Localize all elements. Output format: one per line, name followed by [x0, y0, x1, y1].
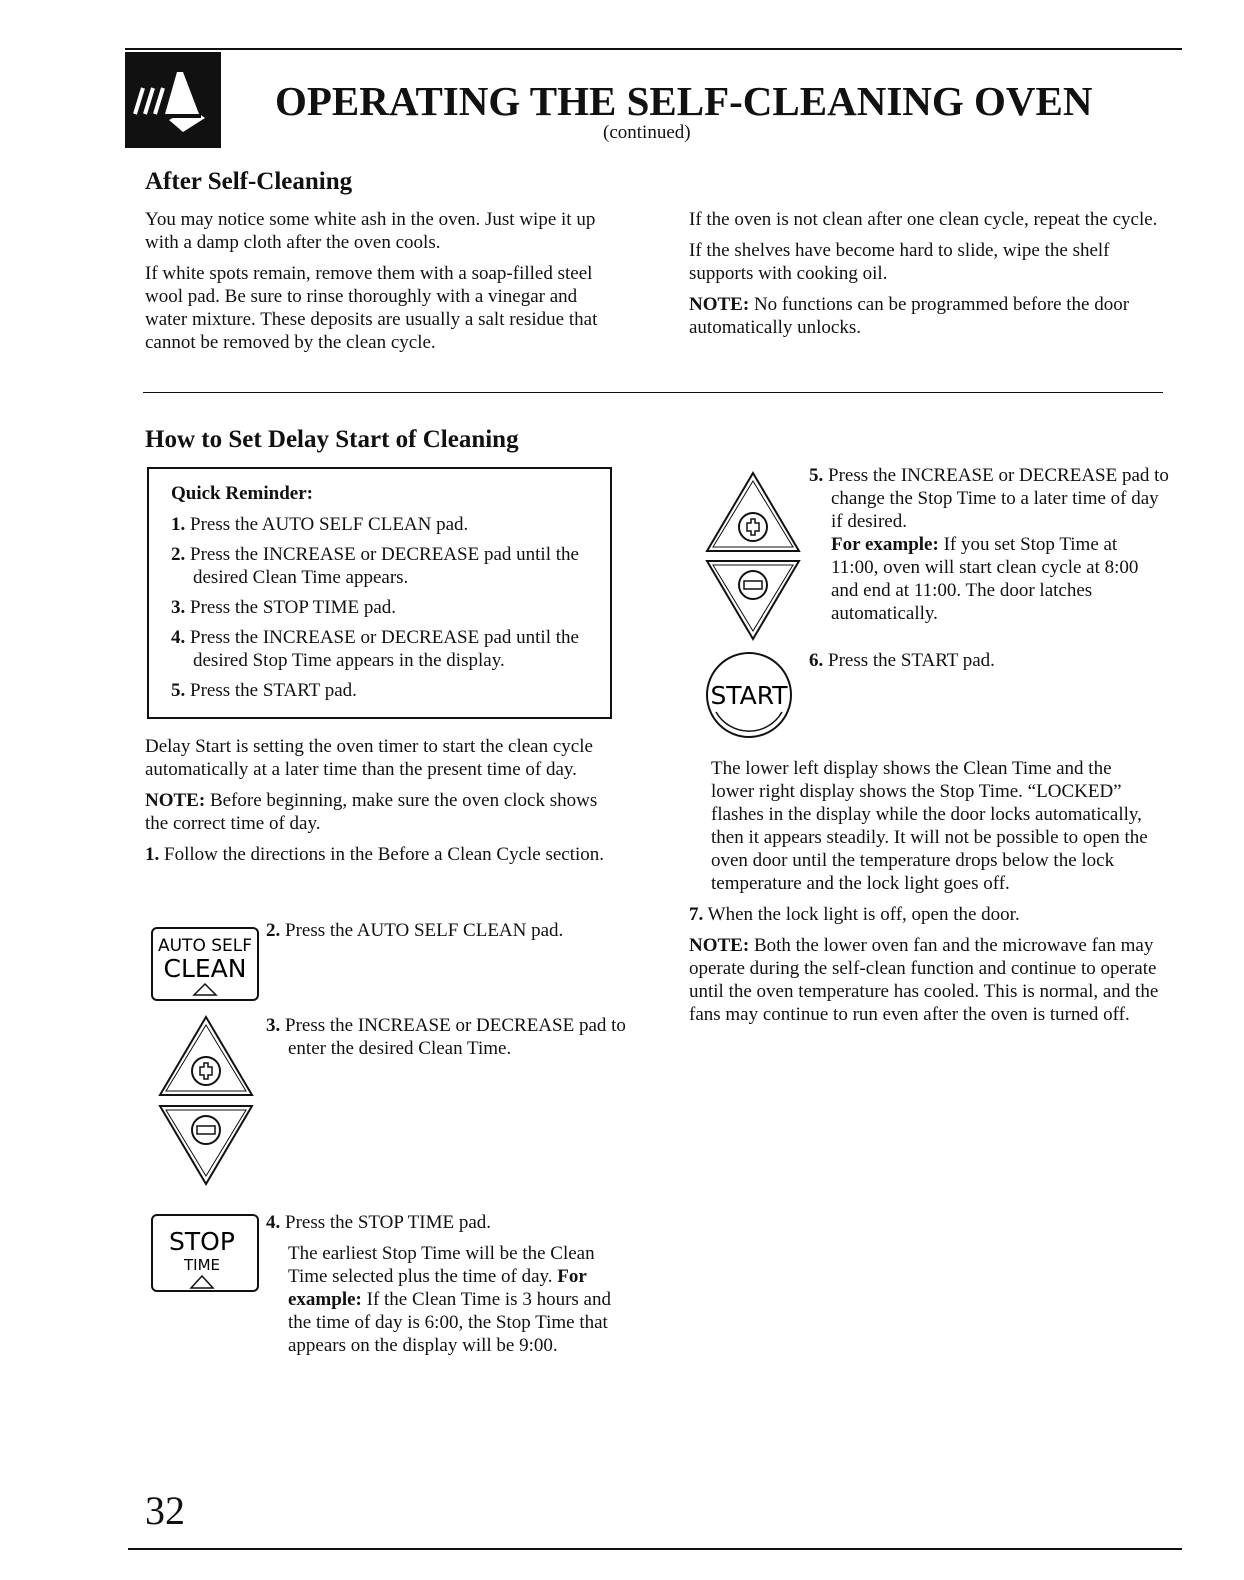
- step-5-example: For example: If you set Stop Time at 11:00, oven will start clean cycle at 8:00 and end at 11:00. The door latches automatically.: [831, 534, 1139, 624]
- note-text: No functions can be programmed before the door automatically unlocks.: [689, 294, 1130, 338]
- step-3: 3. Press the INCREASE or DECREASE pad to enter the desired Clean Time.: [266, 1015, 626, 1059]
- reminder-item: 3. Press the STOP TIME pad.: [171, 597, 397, 618]
- delay-intro: Delay Start is setting the oven timer to start the clean cycle automatically at a later time than the present time of day.: [145, 736, 593, 780]
- start-pad-icon: [704, 650, 794, 745]
- step-5: 5. Press the INCREASE or DECREASE pad to change the Stop Time to a later time of day if desired. For example: If you set Stop Time at 11:00, oven will start clean cycle at 8:00 and end at 11:00. The door latches automatically.: [809, 465, 1169, 624]
- after-heading: After Self-Cleaning: [145, 168, 353, 195]
- decrease-pad-icon-right: [703, 557, 803, 648]
- after-left-column: [145, 208, 620, 354]
- page-subtitle: (continued): [603, 122, 691, 143]
- section-divider: [143, 392, 1163, 393]
- time-label: TIME: [183, 1256, 221, 1274]
- auto-self-label: AUTO SELF: [157, 936, 253, 956]
- reminder-item: 1. Press the AUTO SELF CLEAN pad.: [171, 514, 469, 535]
- step-7: 7. When the lock light is off, open the door.: [689, 904, 1020, 925]
- reminder-item: 4. Press the INCREASE or DECREASE pad until the desired Stop Time appears in the display.: [171, 627, 579, 671]
- header-rule: [125, 48, 1182, 50]
- auto-self-clean-pad-icon: [150, 926, 260, 1007]
- delay-note: NOTE: Before beginning, make sure the oven clock shows the correct time of day.: [145, 790, 598, 834]
- stop-label: STOP: [169, 1227, 235, 1256]
- stop-time-pad-icon: [150, 1213, 260, 1298]
- quick-reminder-title: Quick Reminder:: [171, 483, 313, 504]
- after-paragraph-repeat: If the oven is not clean after one clean cycle, repeat the cycle.: [689, 209, 1158, 230]
- step-4: 4. Press the STOP TIME pad. The earliest Stop Time will be the Clean Time selected plus the time of day. For example: If the Clean Time is 3 hours and the time of day is 6:00, the Stop Time that appears on the display will be 9:00.: [266, 1211, 616, 1357]
- self-clean-logo-icon: [125, 52, 221, 148]
- step-1: 1. Follow the directions in the Before a Clean Cycle section.: [145, 844, 605, 865]
- start-label: START: [710, 681, 788, 710]
- delay-heading: How to Set Delay Start of Cleaning: [145, 426, 519, 453]
- clean-label: CLEAN: [163, 954, 247, 983]
- fan-note: NOTE: Both the lower oven fan and the microwave fan may operate during the self-clean function and continue to operate until the oven temperature has cooled. This is normal, and the fans may continue to run even after the oven is turned off.: [689, 935, 1159, 1025]
- step-4-detail: The earliest Stop Time will be the Clean Time selected plus the time of day. For example: If the Clean Time is 3 hours and the time of day is 6:00, the Stop Time that appears on the display will be 9:00.: [288, 1243, 611, 1356]
- after-paragraph-ash: You may notice some white ash in the oven. Just wipe it up with a damp cloth after the oven cools.: [145, 209, 596, 253]
- after-paragraph-shelves: If the shelves have become hard to slide, wipe the shelf supports with cooking oil.: [689, 240, 1110, 284]
- quick-reminder-box: [147, 467, 612, 719]
- reminder-item: 2. Press the INCREASE or DECREASE pad until the desired Clean Time appears.: [171, 544, 579, 588]
- decrease-pad-icon: [156, 1102, 256, 1193]
- step-6: 6. Press the START pad.: [809, 650, 995, 671]
- after-paragraph-spots: If white spots remain, remove them with a soap-filled steel wool pad. Be sure to rinse thoroughly with a vinegar and water mixture. These deposits are usually a salt residue that cannot be removed by the clean cycle.: [145, 263, 598, 353]
- increase-pad-icon: [156, 1013, 256, 1104]
- after-right-column: [689, 208, 1159, 339]
- page-title: OPERATING THE SELF-CLEANING OVEN: [275, 78, 1093, 124]
- page-number: 32: [145, 1488, 185, 1533]
- right-lower-block: [689, 757, 1159, 1026]
- display-description: The lower left display shows the Clean Time and the lower right display shows the Stop Time. “LOCKED” flashes in the display while the door locks automatically, then it appears steadily. It will not be possible to open the oven door until the temperature drops below the lock temperature and the lock light goes off.: [711, 758, 1148, 894]
- increase-pad-icon-right: [703, 469, 803, 560]
- reminder-item: 5. Press the START pad.: [171, 680, 357, 701]
- footer-rule: [128, 1548, 1182, 1550]
- note-label: NOTE:: [689, 294, 750, 315]
- delay-intro-block: [145, 735, 615, 866]
- step-2: 2. Press the AUTO SELF CLEAN pad.: [266, 920, 564, 941]
- after-note: [689, 293, 1159, 339]
